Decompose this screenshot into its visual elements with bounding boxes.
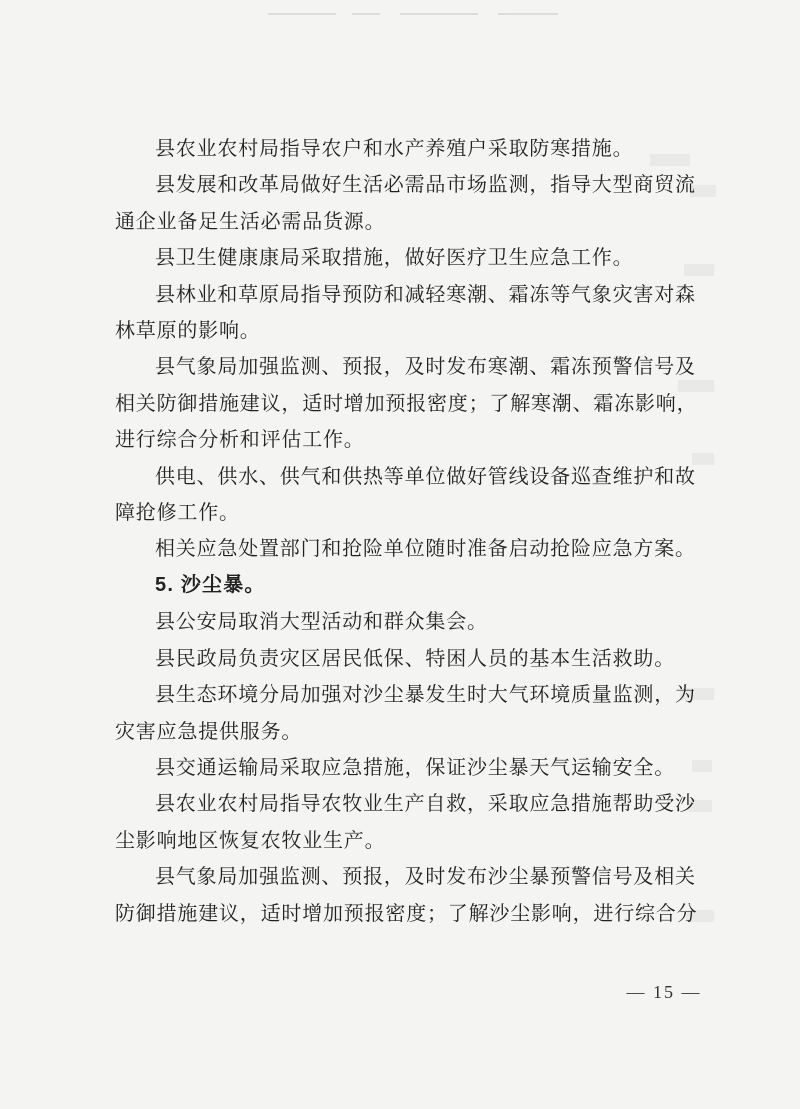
paragraph-line: 进行综合分析和评估工作。 bbox=[115, 427, 365, 452]
paragraph-line: 县生态环境分局加强对沙尘暴发生时大气环境质量监测，为 bbox=[155, 682, 696, 707]
paragraph-line: 供电、供水、供气和供热等单位做好管线设备巡查维护和故 bbox=[155, 463, 696, 488]
paragraph-line: 灾害应急提供服务。 bbox=[115, 718, 303, 743]
paragraph-line: 县公安局取消大型活动和群众集会。 bbox=[155, 609, 488, 634]
paragraph-line: 县卫生健康康局采取措施，做好医疗卫生应急工作。 bbox=[155, 245, 634, 270]
paragraph-line: 林草原的影响。 bbox=[115, 318, 261, 343]
paragraph-line: 县民政局负责灾区居民低保、特困人员的基本生活救助。 bbox=[155, 645, 675, 670]
paragraph-line: 相关防御措施建议，适时增加预报密度；了解寒潮、霜冻影响， bbox=[115, 390, 698, 415]
paragraph-line: 县农业农村局指导农牧业生产自救，采取应急措施帮助受沙 bbox=[155, 791, 696, 816]
page-number: — 15 — bbox=[626, 982, 702, 1002]
paragraph-line: 县农业农村局指导农户和水产养殖户采取防寒措施。 bbox=[155, 136, 634, 160]
paragraph-line: 县交通运输局采取应急措施，保证沙尘暴天气运输安全。 bbox=[155, 754, 675, 779]
paragraph-line: 防御措施建议，适时增加预报密度；了解沙尘影响，进行综合分 bbox=[115, 900, 698, 925]
paragraph-line: 县发展和改革局做好生活必需品市场监测，指导大型商贸流 bbox=[155, 172, 696, 197]
paragraph-line: 尘影响地区恢复农牧业生产。 bbox=[115, 827, 386, 852]
paragraph-line: 县林业和草原局指导预防和减轻寒潮、霜冻等气象灾害对森 bbox=[155, 281, 696, 306]
document-body bbox=[115, 130, 715, 931]
paragraph-line: 通企业备足生活必需品货源。 bbox=[115, 208, 386, 233]
top-header-mark bbox=[268, 4, 568, 26]
paragraph-line: 县气象局加强监测、预报，及时发布沙尘暴预警信号及相关 bbox=[155, 864, 696, 889]
section-heading: 5. 沙尘暴。 bbox=[155, 573, 266, 596]
paragraph-line: 相关应急处置部门和抢险单位随时准备启动抢险应急方案。 bbox=[155, 536, 696, 561]
paragraph-line: 县气象局加强监测、预报，及时发布寒潮、霜冻预警信号及 bbox=[155, 354, 696, 379]
paragraph-line: 障抢修工作。 bbox=[115, 500, 240, 525]
